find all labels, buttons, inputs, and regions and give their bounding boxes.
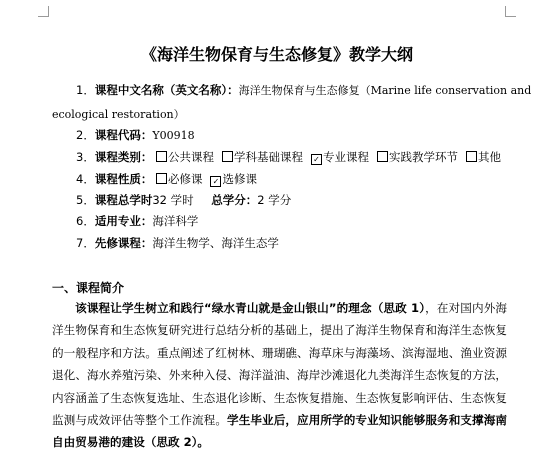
course-intro-paragraph: 该课程让学生树立和践行“绿水青山就是金山银山”的理念（思政 1），在对国内外海洋生物保育和生态恢复研究进行总结分析的基础上，提出了海洋生物保育和海洋生态恢复的一般程序和方法。重点阐述了红树林、珊瑚礁、海草床与海藻场、滨海湿地、渔业资源退化、海水养殖污染、外来种入侵、海洋溢油、海岸沙滩退化九类海洋生态恢复的方法，内容涵盖了生态恢复选址、生态退化诊断、生态恢复措施、生态恢复影响评估、生态恢复监测与成效评估等整个工作流程。学生毕业后，应用所学的专业知识能够服务和支撑海南自由贸易港的建设（思政 2）。 [52, 301, 507, 450]
unchecked-box-icon [377, 151, 388, 162]
document-title: 《海洋生物保育与生态修复》教学大纲 [140, 45, 413, 64]
field-course-nature: 4．课程性质： 必修课 ✓ 选修课 [76, 171, 265, 187]
category-option [222, 150, 303, 164]
nature-option [210, 172, 257, 186]
field-course-hours: 5．课程总学时32 学时 总学分：2 学分 [76, 193, 292, 207]
field-course-category: 3．课程类别： 公共课程 学科基础课程 ✓ 专业课程 实践教学环节 其他 [76, 149, 509, 165]
category-option-label: 其他 [477, 150, 501, 164]
checked-box-icon: ✓ [311, 154, 322, 165]
category-option [466, 150, 501, 164]
margin-corner-mark [505, 6, 516, 17]
category-option [311, 150, 369, 164]
nature-option [156, 172, 203, 186]
field-course-name-cont: ecological restoration） [52, 108, 185, 121]
category-option [377, 150, 458, 164]
category-option-label: 公共课程 [167, 150, 214, 164]
category-options [156, 150, 509, 164]
nature-option-label: 必修课 [167, 172, 203, 186]
field-major: 6．适用专业：海洋科学 [76, 214, 199, 228]
checked-box-icon: ✓ [210, 176, 221, 187]
nature-option-label: 选修课 [222, 172, 257, 186]
category-option [156, 150, 214, 164]
nature-options [156, 172, 265, 186]
section-heading: 一、课程简介 [52, 281, 125, 295]
category-option-label: 学科基础课程 [233, 150, 303, 164]
unchecked-box-icon [156, 173, 167, 184]
unchecked-box-icon [466, 151, 477, 162]
category-option-label: 专业课程 [322, 150, 369, 164]
category-option-label: 实践教学环节 [388, 150, 458, 164]
unchecked-box-icon [222, 151, 233, 162]
field-course-name: 1．课程中文名称（英文名称）：海洋生物保育与生态修复（Marine life conservation and [76, 83, 532, 97]
field-course-code: 2．课程代码：Y00918 [76, 128, 195, 142]
margin-corner-mark [38, 6, 49, 17]
field-prerequisites: 7．先修课程：海洋生物学、海洋生态学 [76, 236, 279, 250]
unchecked-box-icon [156, 151, 167, 162]
